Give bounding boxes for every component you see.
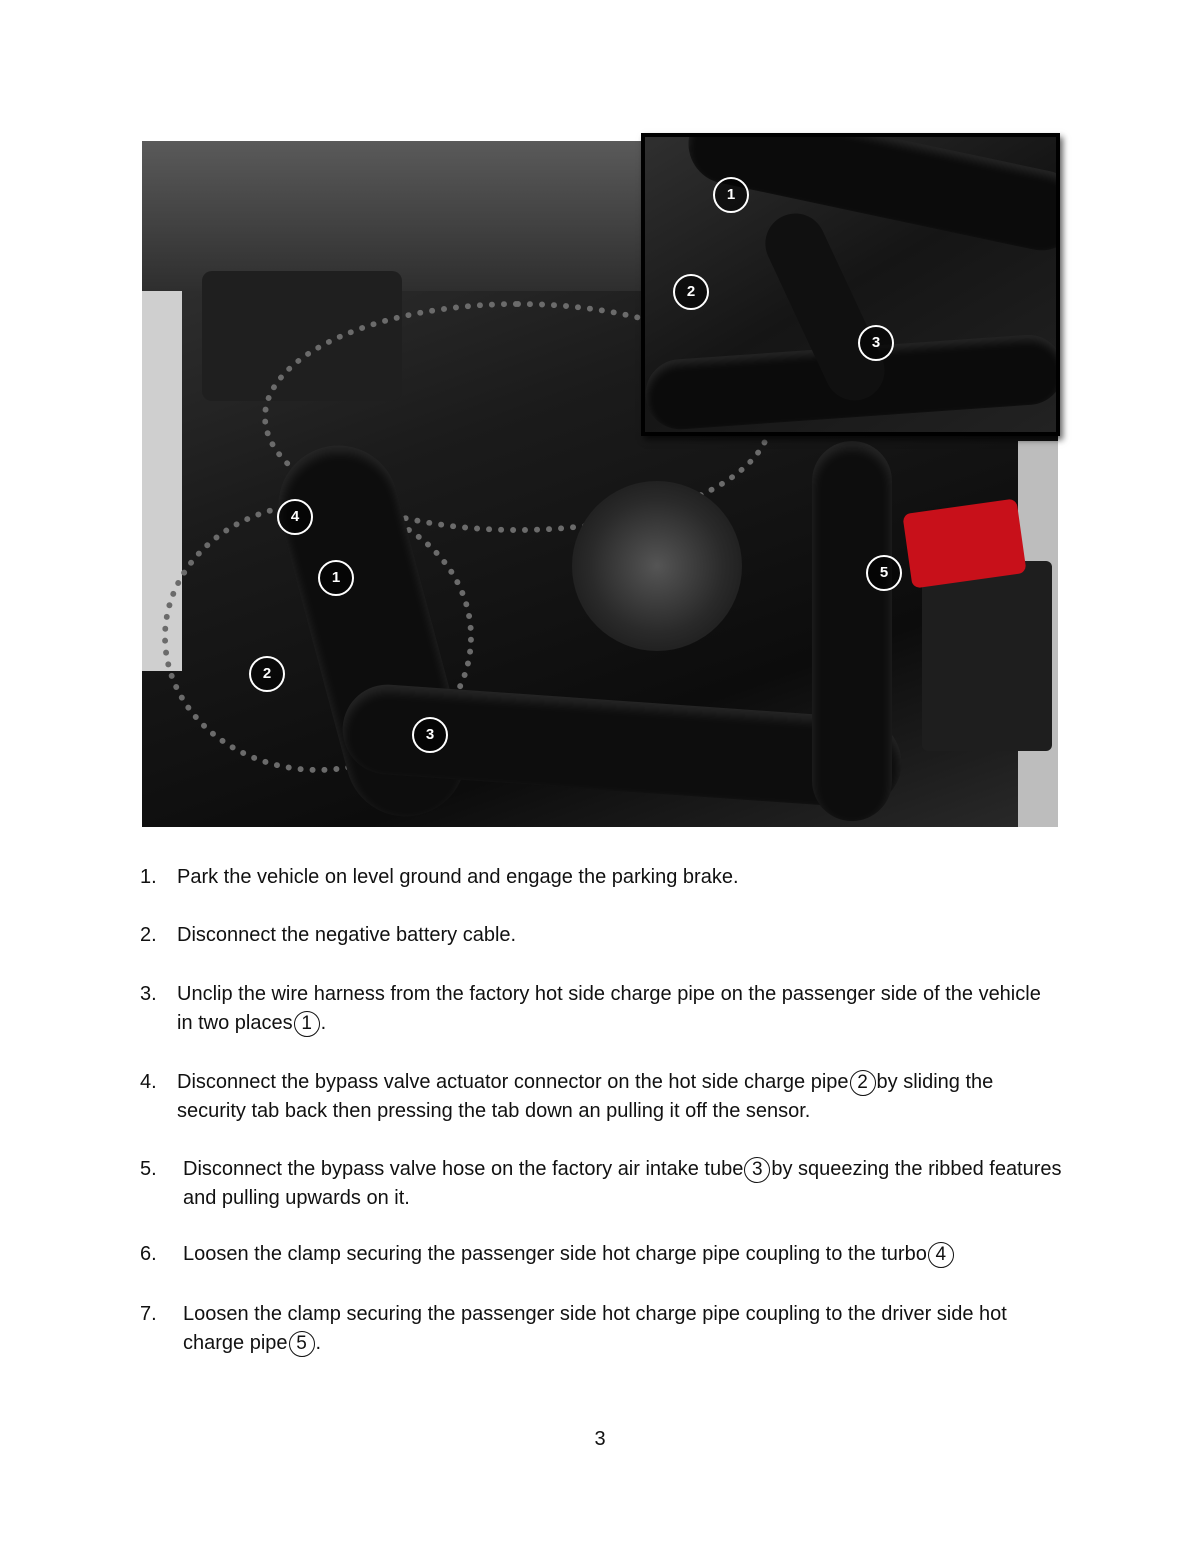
callout-5: 5 [866, 555, 902, 591]
callout-4: 4 [277, 499, 313, 535]
callout-2: 2 [249, 656, 285, 692]
step-number: 5. [140, 1158, 157, 1180]
callout-3: 3 [412, 717, 448, 753]
hood-area [142, 141, 642, 291]
callout-1: 1 [318, 560, 354, 596]
step-number: 7. [140, 1303, 157, 1325]
detail-inset-photo [641, 133, 1060, 436]
step-text: Loosen the clamp securing the passenger side hot charge pipe coupling to the turbo 4 [183, 1240, 1063, 1269]
step-text: Park the vehicle on level ground and engage the parking brake. [177, 866, 739, 888]
inset-callout-3: 3 [858, 325, 894, 361]
circled-reference: 4 [928, 1242, 954, 1268]
battery [922, 561, 1052, 751]
turbo [572, 481, 742, 651]
step-text: Disconnect the bypass valve actuator connector on the hot side charge pipe 2 by sliding the security tab back then pressing the tab down an pulling it off the sensor. [177, 1071, 994, 1122]
step-text: Loosen the clamp securing the passenger side hot charge pipe coupling to the driver side hot charge pipe 5 . [183, 1300, 1063, 1358]
inset-callout-1: 1 [713, 177, 749, 213]
circled-reference: 5 [289, 1331, 315, 1357]
step-number: 2. [140, 924, 157, 946]
battery-terminal-cover [902, 498, 1026, 588]
step-number: 1. [140, 866, 157, 888]
step-number: 3. [140, 983, 157, 1005]
circled-reference: 3 [744, 1157, 770, 1183]
step-number: 6. [140, 1243, 157, 1265]
page-number: 3 [594, 1428, 606, 1450]
step-text: Disconnect the bypass valve hose on the factory air intake tube 3 by squeezing the ribbed features and pulling upwards on it. [183, 1158, 1062, 1209]
step-text: Unclip the wire harness from the factory hot side charge pipe on the passenger side of the vehicle in two places 1 . [177, 980, 1057, 1038]
circled-reference: 2 [850, 1070, 876, 1096]
step-text: Disconnect the negative battery cable. [177, 924, 517, 946]
circled-reference: 1 [294, 1011, 320, 1037]
driver-side-charge-pipe [812, 441, 892, 821]
inset-callout-2: 2 [673, 274, 709, 310]
step-number: 4. [140, 1071, 157, 1093]
